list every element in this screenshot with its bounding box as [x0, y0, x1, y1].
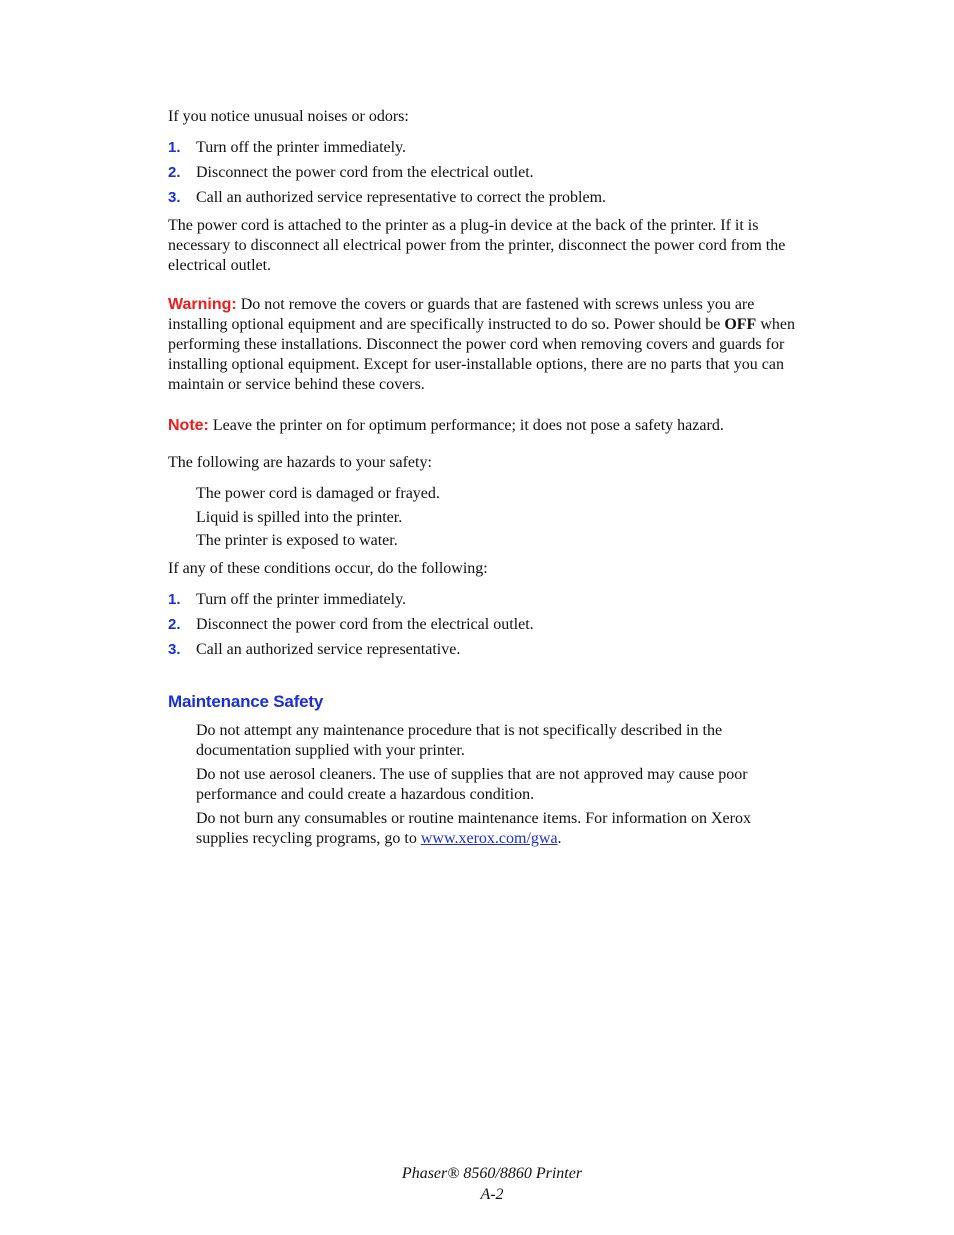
- footer-page-number: A-2: [480, 1186, 504, 1203]
- step-number: 3.: [168, 641, 181, 658]
- step-number: 2.: [168, 616, 181, 633]
- list-item: [168, 615, 534, 635]
- maintenance-safety-heading: Maintenance Safety: [168, 692, 324, 711]
- note-paragraph: [168, 416, 818, 436]
- hazard-item: Liquid is spilled into the printer.: [196, 509, 403, 526]
- step-text: Turn off the printer immediately.: [196, 139, 407, 156]
- list-item: [168, 640, 460, 660]
- list-item: [168, 163, 534, 183]
- step-number: 3.: [168, 189, 181, 206]
- list-item: [168, 590, 406, 610]
- warning-text-after: when performing these installations. Disconnect the power cord when removing covers and guards for installing optional equipment. Except for user-installable options, there are no parts that you can maintain or service behind these covers.: [168, 316, 795, 393]
- warning-paragraph: [168, 295, 816, 395]
- step-text: Call an authorized service representative to correct the problem.: [196, 189, 607, 206]
- note-text: Leave the printer on for optimum performance; it does not pose a safety hazard.: [212, 417, 724, 434]
- step-text: Turn off the printer immediately.: [196, 591, 407, 608]
- warning-text-before: Do not remove the covers or guards that are fastened with screws unless you are installing optional equipment and are specifically instructed to do so. Power should be: [168, 296, 755, 333]
- hazards-intro: The following are hazards to your safety:: [168, 454, 432, 471]
- power-cord-paragraph: The power cord is attached to the printer as a plug-in device at the back of the printer. If it is necessary to disconnect all electrical power from the printer, disconnect the power cord from the electrical outlet.: [168, 217, 786, 274]
- maintenance-item-period: .: [557, 830, 562, 847]
- maintenance-item: Do not use aerosol cleaners. The use of supplies that are not approved may cause poor performance and could create a hazardous condition.: [196, 766, 748, 803]
- step-number: 1.: [168, 591, 181, 608]
- maintenance-item: [196, 809, 796, 849]
- step-number: 1.: [168, 139, 181, 156]
- step-text: Disconnect the power cord from the electrical outlet.: [196, 164, 534, 181]
- step-text: Call an authorized service representative.: [196, 641, 461, 658]
- list-item: [168, 188, 606, 208]
- hazard-item: The printer is exposed to water.: [196, 532, 398, 549]
- footer-product: Phaser® 8560/8860 Printer: [401, 1165, 583, 1182]
- note-label: Note:: [168, 417, 209, 434]
- maintenance-item-text: Do not burn any consumables or routine maintenance items. For information on Xerox supplies recycling programs, go to: [196, 810, 751, 847]
- conditions-intro: If any of these conditions occur, do the following:: [168, 560, 488, 577]
- list-item: [168, 138, 406, 158]
- intro-text: If you notice unusual noises or odors:: [168, 108, 409, 125]
- step-text: Disconnect the power cord from the electrical outlet.: [196, 616, 534, 633]
- hazard-item: The power cord is damaged or frayed.: [196, 485, 440, 502]
- page-footer: [0, 1163, 954, 1205]
- step-number: 2.: [168, 164, 181, 181]
- maintenance-item: Do not attempt any maintenance procedure that is not specifically described in the documentation supplied with your printer.: [196, 722, 723, 759]
- warning-off-text: OFF: [724, 316, 757, 333]
- warning-label: Warning:: [168, 296, 237, 313]
- xerox-recycling-link[interactable]: www.xerox.com/gwa: [420, 830, 558, 847]
